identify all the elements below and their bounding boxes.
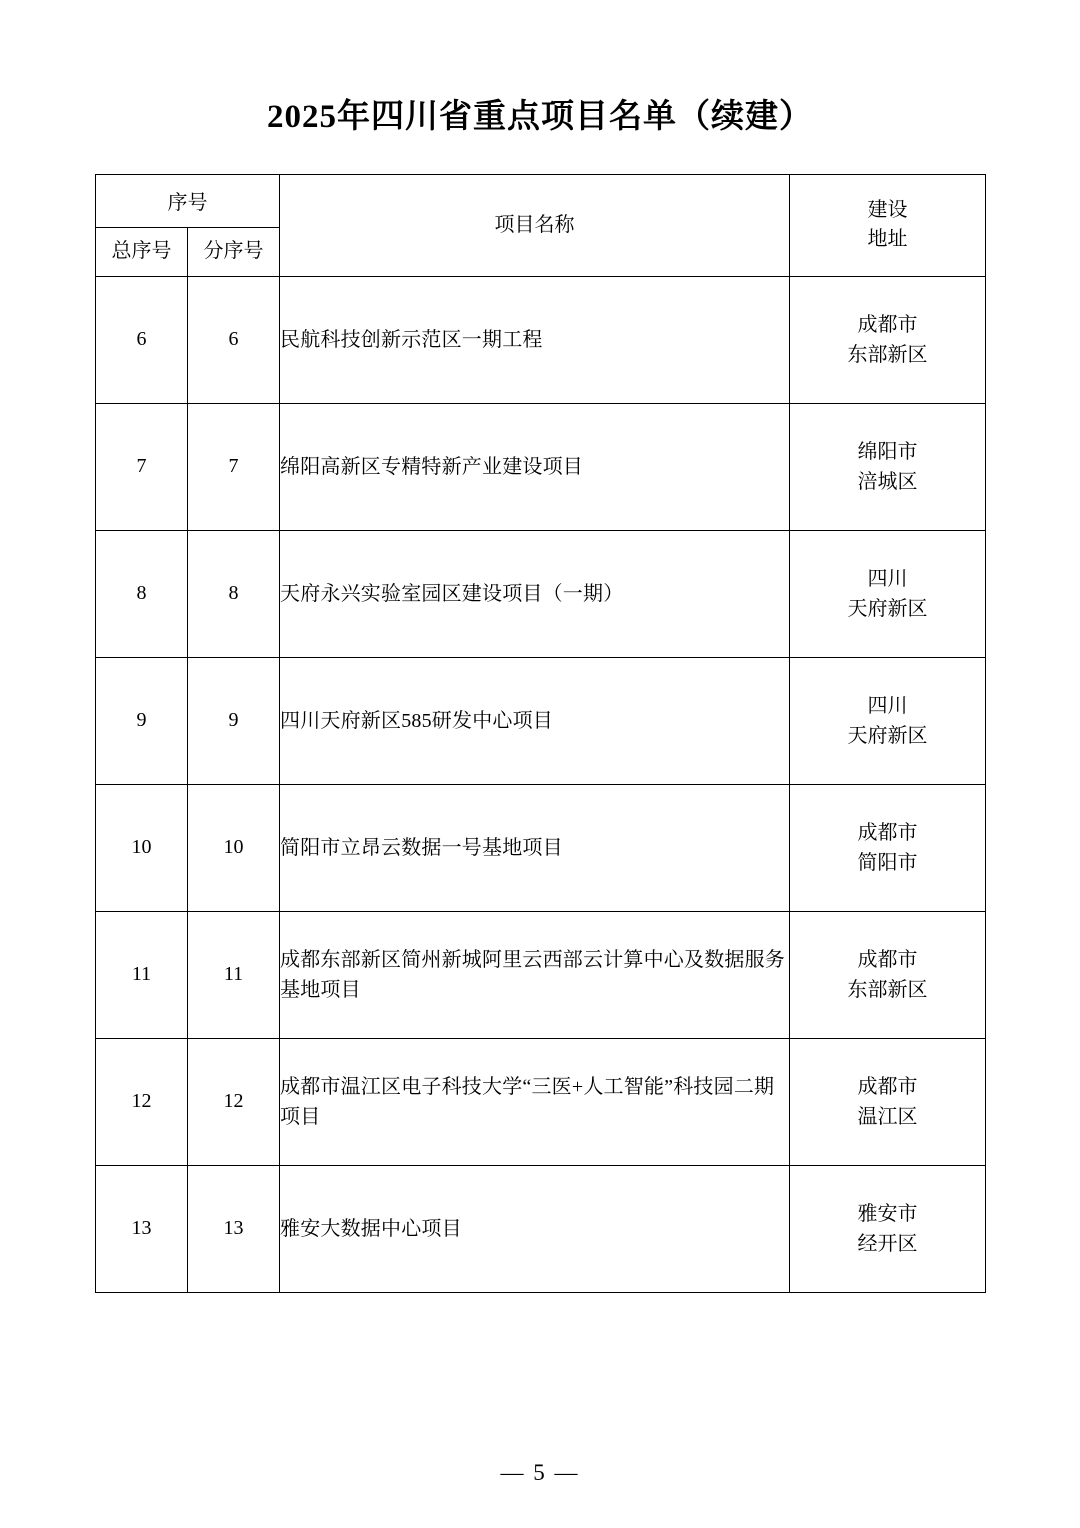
cell-total-seq: 12: [96, 1038, 188, 1165]
cell-address-line2: 涪城区: [857, 470, 918, 493]
cell-total-seq: 8: [96, 530, 188, 657]
cell-address-line2: 东部新区: [847, 343, 928, 366]
cell-project-name: 简阳市立昂云数据一号基地项目: [280, 784, 790, 911]
cell-address: [790, 784, 986, 911]
cell-address-line1: 成都市: [857, 1075, 918, 1098]
column-header-project-name: 项目名称: [280, 174, 790, 276]
cell-address-line2: 简阳市: [857, 851, 918, 874]
table-row: [96, 657, 986, 784]
table-row: [96, 530, 986, 657]
cell-project-name: 民航科技创新示范区一期工程: [280, 276, 790, 403]
cell-sub-seq: 7: [188, 403, 280, 530]
cell-address-line1: 四川: [867, 694, 908, 717]
cell-address: [790, 276, 986, 403]
cell-total-seq: 11: [96, 911, 188, 1038]
table-header-row-1: [96, 174, 986, 227]
cell-address-line1: 成都市: [857, 313, 918, 336]
cell-total-seq: 10: [96, 784, 188, 911]
cell-address-line2: 温江区: [857, 1105, 918, 1128]
table-row: [96, 1165, 986, 1292]
cell-address: [790, 1165, 986, 1292]
column-header-seq-group: 序号: [96, 174, 280, 227]
cell-sub-seq: 12: [188, 1038, 280, 1165]
column-header-sub-seq: 分序号: [188, 227, 280, 276]
cell-address-line2: 经开区: [857, 1232, 918, 1255]
column-header-total-seq: 总序号: [96, 227, 188, 276]
cell-address: [790, 657, 986, 784]
cell-total-seq: 13: [96, 1165, 188, 1292]
table-row: [96, 911, 986, 1038]
cell-project-name: 成都东部新区简州新城阿里云西部云计算中心及数据服务基地项目: [280, 911, 790, 1038]
column-header-address-line2: 地址: [867, 228, 908, 251]
cell-total-seq: 9: [96, 657, 188, 784]
cell-project-name: 雅安大数据中心项目: [280, 1165, 790, 1292]
cell-address-line1: 成都市: [857, 948, 918, 971]
cell-sub-seq: 8: [188, 530, 280, 657]
cell-address-line1: 绵阳市: [857, 440, 918, 463]
cell-project-name: 绵阳高新区专精特新产业建设项目: [280, 403, 790, 530]
page-footer-number: — 5 —: [500, 1460, 580, 1485]
table-row: [96, 1038, 986, 1165]
cell-sub-seq: 10: [188, 784, 280, 911]
cell-address-line1: 雅安市: [857, 1202, 918, 1225]
cell-address: [790, 911, 986, 1038]
cell-address: [790, 530, 986, 657]
cell-address-line1: 四川: [867, 567, 908, 590]
table-body: [96, 276, 986, 1292]
cell-address: [790, 1038, 986, 1165]
project-table-container: [95, 138, 985, 1293]
table-row: [96, 403, 986, 530]
table-row: [96, 784, 986, 911]
column-header-address: [790, 174, 986, 276]
cell-project-name: 成都市温江区电子科技大学“三医+人工智能”科技园二期项目: [280, 1038, 790, 1165]
cell-address-line2: 天府新区: [847, 724, 928, 747]
cell-total-seq: 7: [96, 403, 188, 530]
cell-total-seq: 6: [96, 276, 188, 403]
cell-sub-seq: 9: [188, 657, 280, 784]
cell-address-line2: 东部新区: [847, 978, 928, 1001]
column-header-address-line1: 建设: [867, 199, 908, 222]
cell-address: [790, 403, 986, 530]
cell-project-name: 天府永兴实验室园区建设项目（一期）: [280, 530, 790, 657]
cell-address-line1: 成都市: [857, 821, 918, 844]
cell-sub-seq: 6: [188, 276, 280, 403]
cell-sub-seq: 13: [188, 1165, 280, 1292]
table-header: [96, 174, 986, 276]
page-title: 2025年四川省重点项目名单（续建）: [267, 99, 813, 135]
cell-sub-seq: 11: [188, 911, 280, 1038]
project-list-table: [95, 174, 986, 1293]
table-row: [96, 276, 986, 403]
cell-project-name: 四川天府新区585研发中心项目: [280, 657, 790, 784]
cell-address-line2: 天府新区: [847, 597, 928, 620]
